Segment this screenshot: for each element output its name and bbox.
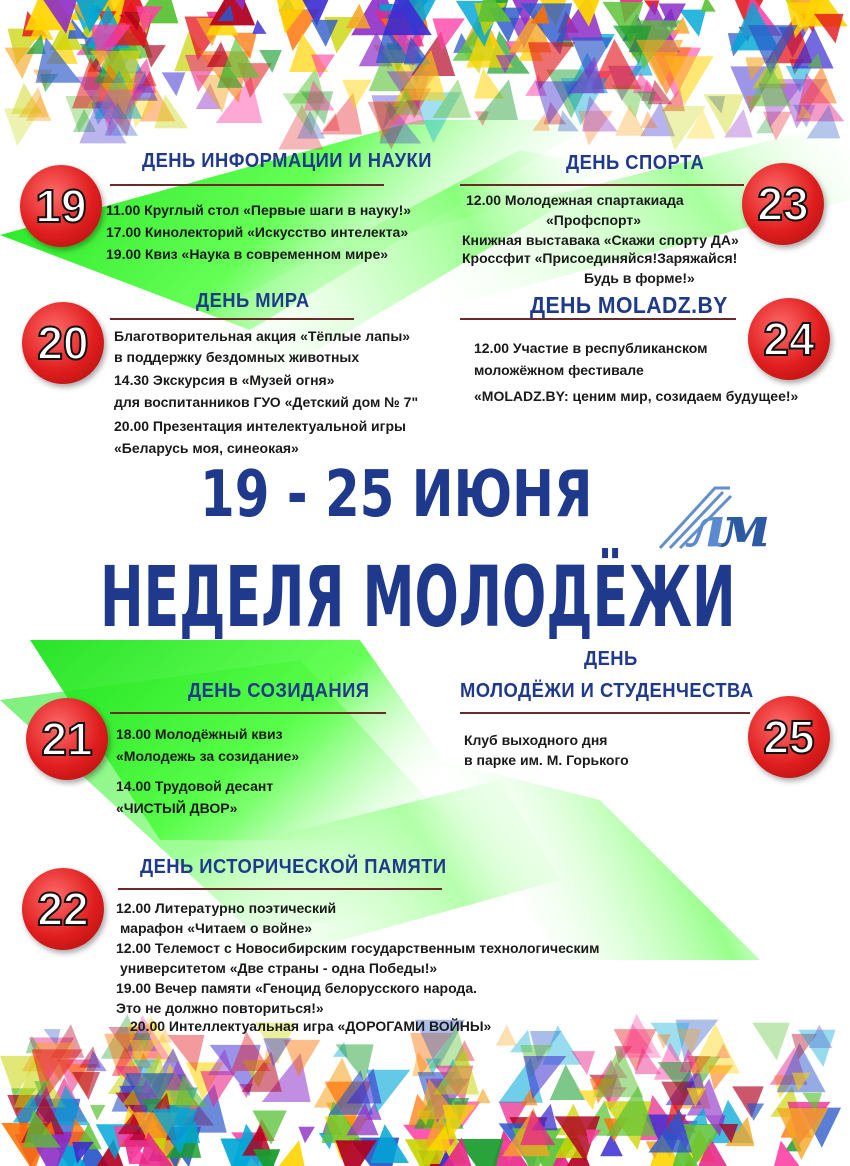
- day-20-badge: [22, 302, 104, 384]
- day-19-rule: [110, 184, 384, 186]
- day-20-title: ДЕНЬ МИРА: [196, 290, 310, 312]
- decorative-triangle: [752, 1023, 790, 1061]
- day-23-line: Кроссфит «Присоединяйся!Заряжайся!: [462, 250, 738, 266]
- day-20-line: для воспитанников ГУО «Детский дом № 7": [114, 394, 419, 410]
- decorative-triangle: [579, 1090, 599, 1110]
- decorative-triangle: [90, 1105, 105, 1120]
- day-19-line: 19.00 Квиз «Наука в современном мире»: [106, 246, 389, 262]
- day-22-line: 19.00 Вечер памяти «Геноцид белорусского народа.: [116, 980, 477, 996]
- svg-text:л: л: [685, 494, 726, 558]
- day-25-title-line1: ДЕНЬ: [584, 648, 638, 670]
- day-22-line: университетом «Две страны - одна Победы!»: [120, 960, 438, 976]
- day-25-line: в парке им. М. Горького: [464, 752, 629, 768]
- decorative-triangle: [277, 1140, 305, 1166]
- decorative-triangle: [732, 1086, 764, 1118]
- day-23-badge: [742, 163, 824, 245]
- day-24-line: 12.00 Участие в республиканском: [474, 340, 708, 356]
- decorative-triangle: [298, 1127, 314, 1143]
- day-21-line: 18.00 Молодёжный квиз: [116, 726, 283, 742]
- day-24-line: моложёжном фестивале: [474, 362, 644, 378]
- day-22-number: 22: [37, 883, 89, 935]
- day-23-rule: [460, 184, 744, 186]
- day-24-rule: [460, 318, 736, 320]
- decorative-triangle: [162, 72, 186, 96]
- day-22-rule: [118, 888, 442, 890]
- day-25-badge: [748, 696, 830, 778]
- day-21-line: 14.00 Трудовой десант: [116, 778, 274, 794]
- decorative-triangle: [615, 105, 646, 136]
- day-22-line: Это не должно повториться!»: [116, 1000, 324, 1016]
- day-22-line: 12.00 Литературно поэтический: [116, 900, 337, 916]
- day-23-line: «Профспорт»: [546, 212, 642, 228]
- day-25-title-line2: МОЛОДЁЖИ И СТУДЕНЧЕСТВА: [460, 680, 754, 702]
- day-21-title: ДЕНЬ СОЗИДАНИЯ: [188, 680, 370, 702]
- day-25-rule: [460, 712, 750, 714]
- day-20-number: 20: [37, 317, 89, 369]
- day-19-line: 17.00 Кинолекторий «Искусство интелекта»: [106, 224, 409, 240]
- day-21-number: 21: [41, 713, 93, 765]
- day-19-line: 11.00 Круглый стол «Первые шаги в науку!»: [106, 202, 412, 218]
- day-24-title: ДЕНЬ MOLADZ.BY: [530, 292, 728, 318]
- day-25-line: Клуб выходного дня: [464, 732, 608, 748]
- day-20-line: Благотворительная акция «Тёплые лапы»: [114, 328, 411, 344]
- decorative-triangle: [600, 1134, 623, 1157]
- decorative-triangle: [252, 20, 266, 34]
- day-24-badge: [748, 298, 830, 380]
- day-22-title: ДЕНЬ ИСТОРИЧЕСКОЙ ПАМЯТИ: [140, 856, 447, 878]
- day-21-line: «ЧИСТЫЙ ДВОР»: [116, 800, 238, 816]
- headline-title: НЕДЕЛЯ МОЛОДЁЖИ: [100, 548, 736, 646]
- decorative-triangle: [496, 1025, 517, 1046]
- day-25-number: 25: [763, 711, 815, 763]
- day-22-line: 20.00 Интеллектуальная игра «ДОРОГАМИ ВОЙНЫ»: [130, 1018, 492, 1034]
- decorative-triangle: [72, 1072, 100, 1100]
- lm-logo-icon: [655, 478, 805, 558]
- day-22-badge: [22, 868, 104, 950]
- day-19-number: 19: [35, 180, 87, 232]
- day-22-line: марафон «Читаем о войне»: [120, 920, 313, 936]
- day-21-rule: [110, 712, 386, 714]
- day-19-badge: [20, 165, 102, 247]
- decorative-triangle: [701, 0, 716, 12]
- day-23-title: ДЕНЬ СПОРТА: [566, 152, 705, 174]
- day-23-line: Будь в форме!»: [584, 270, 695, 286]
- day-23-number: 23: [757, 178, 809, 230]
- day-20-line: в поддержку бездомных животных: [114, 349, 360, 365]
- day-23-line: Книжная выставака «Скажи спорту ДА»: [462, 232, 739, 248]
- day-20-rule: [110, 318, 354, 320]
- day-21-badge: [26, 698, 108, 780]
- day-23-line: 12.00 Молодежная спартакиада: [466, 192, 684, 208]
- day-19-title: ДЕНЬ ИНФОРМАЦИИ И НАУКИ: [142, 150, 432, 172]
- svg-text:м: м: [717, 494, 771, 558]
- day-24-line: «MOLADZ.BY: ценим мир, созидаем будущее!»: [474, 388, 799, 404]
- day-20-line: 14.30 Экскурсия в «Музей огня»: [114, 372, 335, 388]
- day-21-line: «Молодежь за созидание»: [116, 748, 300, 764]
- day-22-line: 12.00 Телемост с Новосибирским государственным технологическим: [116, 940, 600, 956]
- headline-dates: 19 - 25 ИЮНЯ: [200, 458, 593, 532]
- day-24-number: 24: [763, 313, 815, 365]
- day-20-line: «Беларусь моя, синеокая»: [114, 440, 299, 456]
- day-20-line: 20.00 Презентация интелектуальной игры: [114, 418, 407, 434]
